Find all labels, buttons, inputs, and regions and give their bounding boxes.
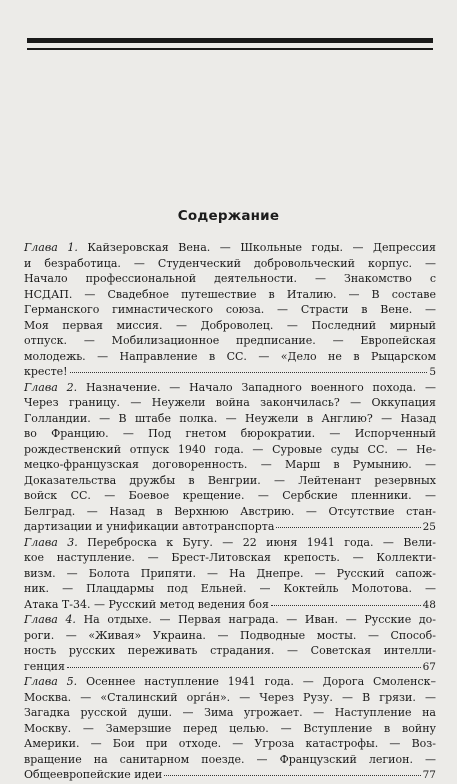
toc-line [24, 395, 436, 411]
toc-line-text: Москва. — «Сталинский орга́н». — Через Рузу. — В грязи. — [24, 690, 436, 704]
toc-line-text: и безработица. — Студенческий добровольческий корпус. — [24, 256, 436, 270]
toc-line [24, 287, 436, 303]
toc-line-text: Москву. — Замерзшие перед целью. — Вступление в войну [24, 721, 436, 735]
page-number: 25 [422, 521, 436, 533]
toc-line-text: молодежь. — Направление в СС. — «Дело не в Рыцарском [24, 349, 436, 363]
toc-line [24, 752, 436, 768]
dot-leader [70, 371, 428, 373]
toc-line [24, 426, 436, 442]
toc-chapter-5 [24, 674, 436, 783]
toc-line-text: отпуск. — Мобилизационное предписание. — Европейская [24, 334, 436, 347]
toc-line [24, 473, 436, 489]
toc-line-text [24, 380, 436, 396]
toc-line [24, 411, 436, 427]
dot-leader [164, 774, 420, 776]
toc-line [24, 302, 436, 318]
toc-line [24, 612, 436, 628]
toc-line [24, 581, 436, 597]
toc-line-text [24, 535, 436, 551]
toc-line [24, 504, 436, 520]
chapter-label: Глава 2. [24, 380, 78, 394]
toc-line-text: Доказательства дружбы в Венгрии. — Лейтенант резервных [24, 473, 436, 487]
toc-line [24, 628, 436, 644]
toc-line [24, 519, 436, 535]
toc-line-text: кресте! [24, 365, 68, 378]
toc-line-text: дартизации и унификации автотранспорта [24, 520, 275, 533]
page-number: 77 [422, 769, 436, 781]
toc-line-text: генция [24, 659, 65, 673]
chapter-first-line: На отдыхе. — Первая награда. — Иван. — Русские до- [83, 613, 436, 626]
toc-line-text: Германского гимнастического союза. — Страсти в Вене. — [24, 303, 436, 316]
toc-line [24, 566, 436, 582]
toc-line [24, 674, 436, 690]
toc-line [24, 705, 436, 721]
toc-line [24, 659, 436, 675]
toc-line [24, 256, 436, 272]
toc-line-text: рождественский отпуск 1940 года. — Суровые суды СС. — Не- [24, 442, 436, 456]
toc-line [24, 364, 436, 380]
toc-line-text: Моя первая миссия. — Доброволец. — Последний мирный [24, 318, 436, 332]
toc-line [24, 240, 436, 256]
toc-line [24, 597, 436, 613]
page-number: 5 [429, 366, 436, 378]
chapter-first-line: Назначение. — Начало Западного военного похода. — [85, 380, 436, 394]
chapter-first-line: Переброска к Бугу. — 22 июня 1941 года. — Вели- [87, 535, 436, 549]
toc-line-text: Белград. — Назад в Верхнюю Австрию. — Отсутствие стан- [24, 504, 436, 518]
toc-line-text [24, 674, 436, 690]
toc-line-text: войск СС. — Боевое крещение. — Сербские пленники. — [24, 489, 436, 502]
table-of-contents [24, 240, 436, 783]
toc-line [24, 535, 436, 551]
toc-line [24, 442, 436, 458]
toc-line [24, 736, 436, 752]
toc-line [24, 318, 436, 334]
toc-line [24, 333, 436, 349]
toc-line-text [24, 612, 436, 628]
toc-line-text: во Францию. — Под гнетом бюрократии. — Испорченный [24, 427, 436, 440]
chapter-label: Глава 3. [24, 535, 78, 549]
toc-line-text: ник. — Плацдармы под Ельней. — Коктейль Молотова. — [24, 582, 436, 595]
toc-line-text [24, 240, 436, 256]
toc-line-text: Начало профессиональной деятельности. — Знакомство с [24, 272, 436, 285]
toc-line-text: Голландии. — В штабе полка. — Неужели в Англию? — Назад [24, 411, 436, 425]
toc-chapter-4 [24, 612, 436, 674]
chapter-first-line: Кайзеровская Вена. — Школьные годы. — Депрессия [87, 241, 436, 254]
top-rule-thin [27, 48, 433, 50]
toc-line-text: Атака Т-34. — Русский метод ведения боя [24, 597, 269, 611]
top-rule-thick [27, 38, 433, 43]
toc-line [24, 767, 436, 783]
toc-line [24, 380, 436, 396]
toc-chapter-2 [24, 380, 436, 535]
toc-line [24, 550, 436, 566]
toc-line-text: Через границу. — Неужели война закончилась? — Оккупация [24, 396, 436, 409]
page-title: Содержание [177, 208, 280, 224]
toc-line-text: Загадка русской души. — Зима угрожает. — Наступление на [24, 706, 436, 719]
toc-line [24, 721, 436, 737]
toc-line-text: мецко-французская договоренность. — Марш в Румынию. — [24, 458, 436, 471]
toc-line [24, 643, 436, 659]
chapter-first-line: Осеннее наступление 1941 года. — Дорога Смоленск– [86, 675, 436, 688]
chapter-label: Глава 4. [24, 613, 76, 626]
toc-line [24, 271, 436, 287]
dot-leader [67, 666, 421, 668]
chapter-label: Глава 5. [24, 675, 78, 688]
dot-leader [271, 604, 421, 606]
toc-line-text: кое наступление. — Брест-Литовская крепость. — Коллекти- [24, 551, 436, 564]
dot-leader [276, 526, 420, 528]
toc-line [24, 690, 436, 706]
toc-line-text: Америки. — Бои при отходе. — Угроза катастрофы. — Воз- [24, 737, 436, 750]
toc-line-text: роги. — «Живая» Украина. — Подводные мосты. — Способ- [24, 628, 436, 642]
toc-line-text: Общеевропейские идеи [24, 768, 163, 781]
toc-line-text: вращение на санитарном поезде. — Французский легион. — [24, 752, 436, 766]
toc-chapter-1 [24, 240, 436, 380]
toc-line [24, 488, 436, 504]
toc-line-text: ность русских переживать страдания. — Советская интелли- [24, 644, 436, 657]
chapter-label: Глава 1. [24, 241, 78, 254]
toc-line-text: НСДАП. — Свадебное путешествие в Италию. — В составе [24, 287, 436, 301]
toc-chapter-3 [24, 535, 436, 613]
toc-line [24, 349, 436, 365]
toc-line-text: визм. — Болота Припяти. — На Днепре. — Русский сапож- [24, 566, 436, 580]
page-number: 48 [422, 598, 436, 611]
toc-line [24, 457, 436, 473]
page-number: 67 [422, 660, 436, 673]
